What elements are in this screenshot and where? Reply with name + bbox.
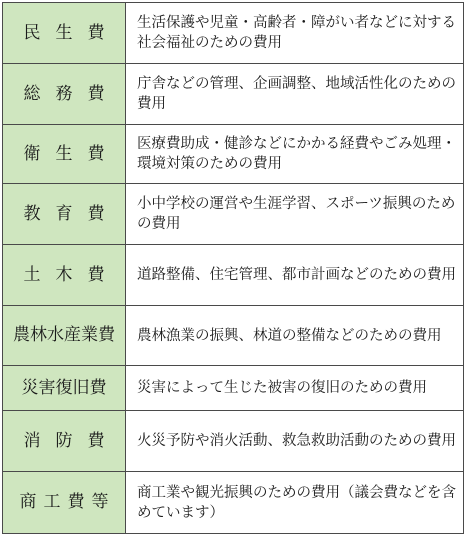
description-cell: 火災予防や消火活動、救急救助活動のための費用 bbox=[126, 411, 464, 472]
description-cell: 商工業や観光振興のための費用（議会費などを含めています） bbox=[126, 472, 464, 534]
description-cell: 生活保護や児童・高齢者・障がい者などに対する社会福祉のための費用 bbox=[126, 3, 464, 64]
category-label: 衛生費 bbox=[23, 143, 120, 164]
description-cell: 道路整備、住宅管理、都市計画などのための費用 bbox=[126, 245, 464, 306]
category-cell bbox=[3, 366, 126, 411]
table-row bbox=[3, 306, 464, 366]
category-label: 総務費 bbox=[23, 83, 120, 104]
table-row bbox=[3, 472, 464, 534]
category-cell bbox=[3, 125, 126, 184]
table-row bbox=[3, 245, 464, 306]
category-label: 土木費 bbox=[23, 264, 120, 285]
description-cell: 小中学校の運営や生涯学習、スポーツ振興のための費用 bbox=[126, 184, 464, 245]
category-cell bbox=[3, 184, 126, 245]
description-cell: 庁舎などの管理、企画調整、地域活性化のための費用 bbox=[126, 64, 464, 125]
category-label: 商工費等 bbox=[19, 492, 116, 512]
description-cell: 災害によって生じた被害の復旧のための費用 bbox=[126, 366, 464, 411]
table-row bbox=[3, 125, 464, 184]
table-row bbox=[3, 3, 464, 64]
category-label: 教育費 bbox=[23, 203, 120, 224]
table-row bbox=[3, 64, 464, 125]
category-label: 災害復旧費 bbox=[21, 377, 107, 398]
category-cell bbox=[3, 306, 126, 366]
category-cell bbox=[3, 245, 126, 306]
category-cell bbox=[3, 411, 126, 472]
table-row bbox=[3, 366, 464, 411]
category-label: 農林水産業費 bbox=[13, 325, 115, 345]
category-cell bbox=[3, 3, 126, 64]
category-cell bbox=[3, 64, 126, 125]
category-label: 民生費 bbox=[23, 22, 120, 43]
table-body bbox=[3, 3, 464, 534]
description-cell: 医療費助成・健診などにかかる経費やごみ処理・環境対策のための費用 bbox=[126, 125, 464, 184]
table-row bbox=[3, 184, 464, 245]
category-label: 消防費 bbox=[23, 430, 120, 451]
category-cell bbox=[3, 472, 126, 534]
description-cell: 農林漁業の振興、林道の整備などのための費用 bbox=[126, 306, 464, 366]
expenditure-table bbox=[2, 2, 464, 534]
table-row bbox=[3, 411, 464, 472]
